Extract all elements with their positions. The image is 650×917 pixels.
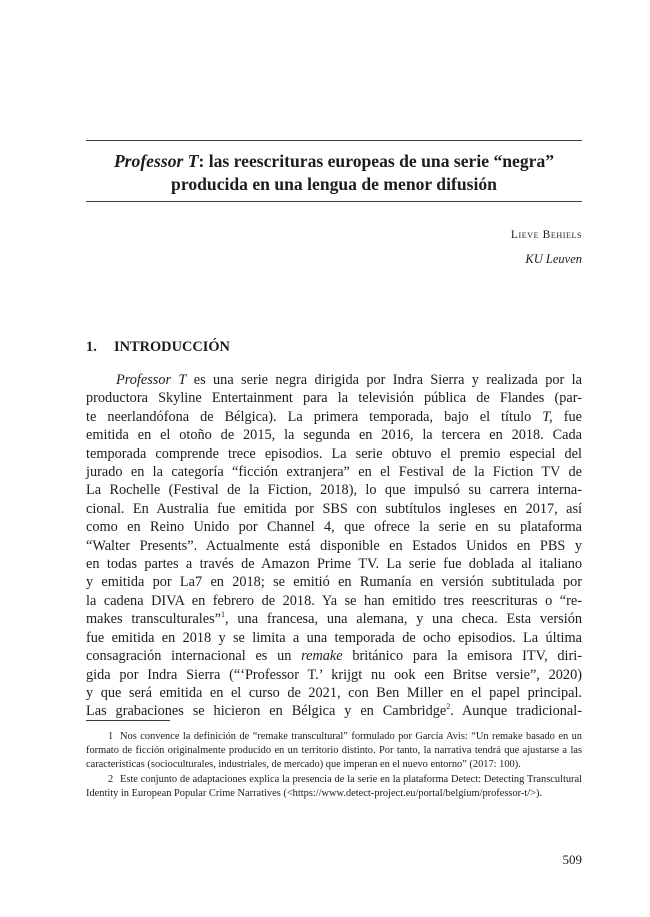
body-line (86, 555, 582, 573)
article-title (86, 150, 582, 196)
body-line (86, 463, 582, 481)
section-heading (86, 339, 230, 356)
author-name: Lieve Behiels (510, 229, 582, 241)
body-paragraph (86, 371, 582, 721)
title-rest-line1: : las reescrituras europeas de una serie “negra” (198, 151, 555, 171)
body-text-run: productora Skyline Entertainment para la televisión pública de Flandes (par- (86, 390, 582, 407)
body-line (86, 573, 582, 591)
body-text-run: como en Reino Unido por Channel 4, que ofrece la serie en su plataforma (86, 519, 582, 536)
footnotes (86, 730, 582, 803)
body-italic: remake (301, 648, 343, 665)
body-line (86, 684, 582, 702)
title-top-rule (86, 140, 582, 141)
body-text-run: emitida en el otoño de 2015, la segunda en 2016, la tercera en 2018. Cada (86, 427, 582, 444)
body-line (86, 426, 582, 444)
body-line (86, 629, 582, 647)
body-italic: T, (542, 408, 553, 425)
title-italic: Professor T (113, 151, 199, 171)
title-line2: producida en una lengua de menor difusión (171, 174, 497, 194)
body-line (86, 702, 582, 720)
body-line (86, 666, 582, 684)
author-affiliation: KU Leuven (525, 252, 582, 266)
body-italic: Professor T (116, 372, 187, 388)
body-line (86, 610, 582, 628)
body-text-run: te neerlandófona de Bélgica). La primera temporada, bajo el título (86, 408, 543, 425)
footnote-1 (86, 730, 582, 771)
body-line (86, 500, 582, 518)
body-text-run: la cadena DIVA en febrero de 2018. Ya se han emitido tres reescrituras o “re- (86, 592, 582, 609)
body-text-run: gida por Indra Sierra (“‘Professor T.’ krijgt nu ook een Britse versie”, 2020) (86, 666, 582, 683)
body-text-run: jurado en la categoría “ficción extranjera” en el Festival de la Fiction TV de (86, 464, 582, 481)
body-line (86, 647, 582, 665)
body-text-run: . Aunque tradicional- (450, 703, 583, 720)
page-number: 509 (562, 852, 582, 867)
footnote-reference[interactable]: 1 (221, 610, 226, 620)
footnote-rule (86, 720, 170, 721)
section-number: 1. (86, 339, 97, 355)
body-text-run: británico para la emisora ITV, diri- (342, 648, 582, 665)
body-line (86, 408, 582, 426)
body-line (86, 592, 582, 610)
body-text-run: fue (552, 408, 582, 425)
body-text-run: y emitida por La7 en 2018; se emitió en Rumanía en versión subtitulada por (86, 574, 582, 591)
body-line (86, 481, 582, 499)
body-text-run: “Walter Presents”. Actualmente está disponible en Estados Unidos en PBS y (86, 537, 582, 554)
footnote-text: Este conjunto de adaptaciones explica la presencia de la serie en la plataforma Detect: Detecting Transcultural Identity in European Popular Crime Narratives (<https://www.detect-project.eu/portal/belgium/professor-t/>). (86, 774, 582, 800)
body-text-run: y que será emitida en el curso de 2021, con Ben Miller en el papel principal. (86, 684, 582, 701)
body-text-run: cional. En Australia fue emitida por SBS con subtítulos ingleses en 2017, así (86, 500, 582, 517)
footnote-2 (86, 773, 582, 801)
body-line (86, 518, 582, 536)
body-text-run: Las grabaciones se hicieron en Bélgica y en Cambridge (86, 703, 447, 720)
footnote-text: Nos convence la definición de “remake transcultural” formulado por García Avis: “Un remake basado en un formato de ficción originalmente producido en un territorio distinto. Por tanto, la narrativa tendrá que ajustarse a las características (socioculturales, industriales, de mercado) que imperan en el nuevo entorno” (2017: 100). (86, 731, 582, 770)
body-text-run: La Rochelle (Festival de la Fiction, 2018), lo que impulsó su carrera interna- (86, 482, 582, 499)
body-text-run: fue emitida en 2018 y se limita a una temporada de ocho episodios. La última (86, 629, 582, 646)
body-line (86, 389, 582, 407)
body-text-run: en todas partes a través de Amazon Prime TV. La serie fue doblada al italiano (86, 556, 582, 573)
body-text-run: makes transculturales” (86, 611, 222, 628)
body-text-run: temporada comprende trece episodios. La serie obtuvo el premio especial del (86, 445, 582, 462)
body-text-run: es una serie negra dirigida por Indra Sierra y realizada por la (186, 372, 582, 388)
footnote-number: 1 (108, 731, 114, 742)
body-line (86, 371, 582, 389)
title-bottom-rule (86, 201, 582, 202)
body-text-run: , una francesa, una alemana, y una checa. Esta versión (225, 611, 583, 628)
body-line (86, 445, 582, 463)
body-line (86, 537, 582, 555)
section-title: INTRODUCCIÓN (114, 339, 230, 355)
body-text-run: consagración internacional es un (86, 648, 302, 665)
footnote-reference[interactable]: 2 (446, 702, 451, 712)
footnote-number: 2 (108, 774, 114, 786)
